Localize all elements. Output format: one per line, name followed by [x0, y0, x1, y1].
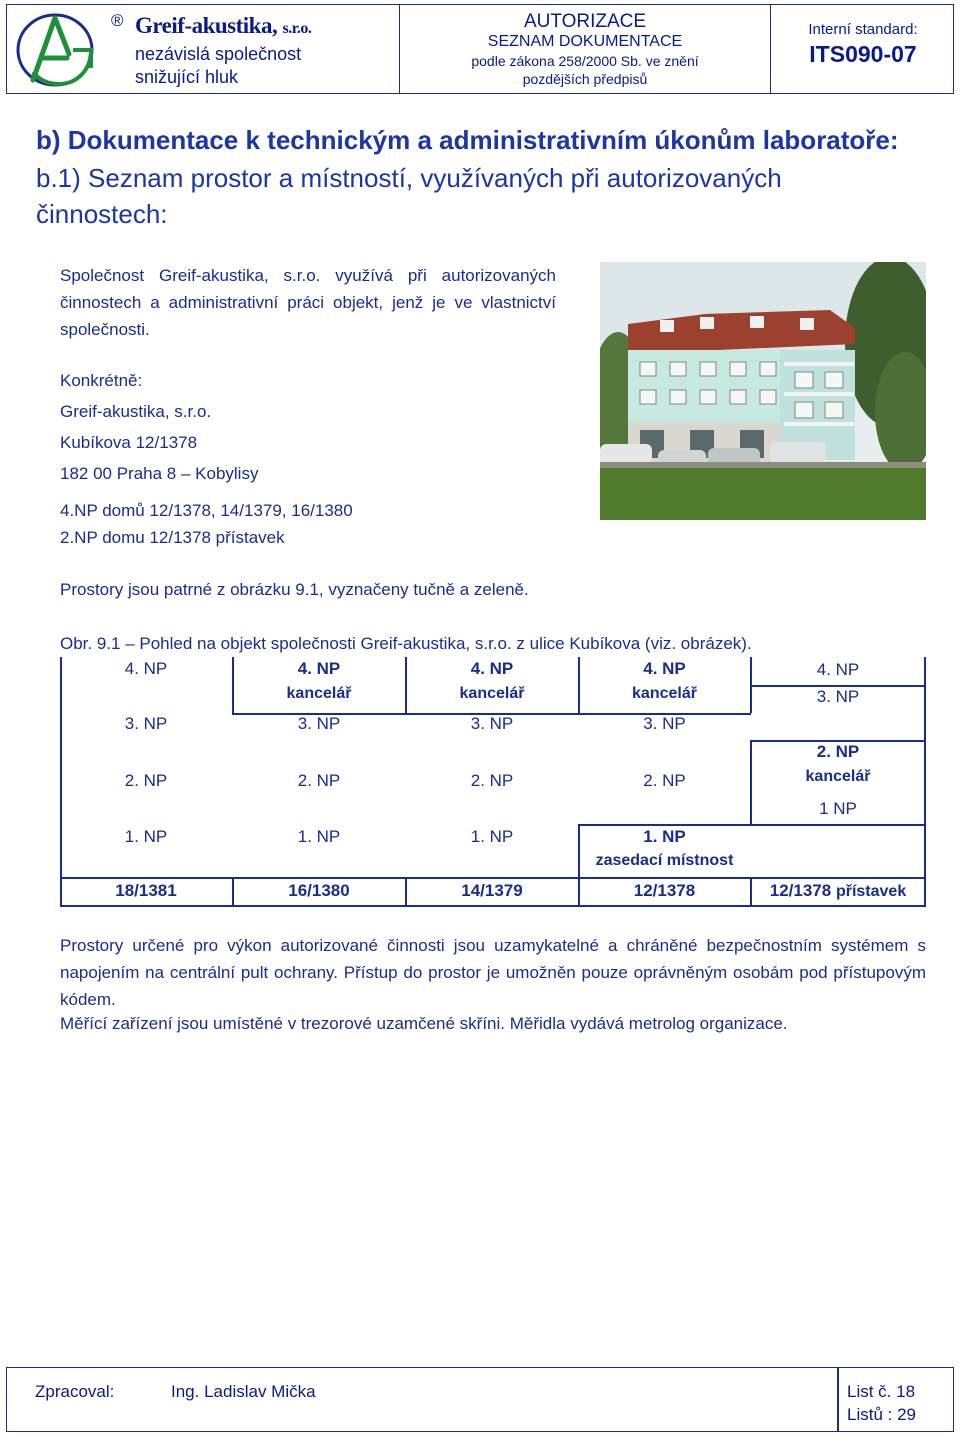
- table-col3-1np: 1. NP: [470, 827, 514, 846]
- table-col2-2np: 2. NP: [297, 771, 341, 790]
- address-city: 182 00 Praha 8 – Kobylisy: [60, 464, 259, 483]
- section-heading-b1: b.1) Seznam prostor a místností, využívaných při autorizovaných činnostech:: [36, 163, 782, 229]
- sheet-number: List č. 18: [847, 1382, 916, 1401]
- document-title: AUTORIZACE: [523, 11, 647, 32]
- table-col1-3np: 3. NP: [124, 714, 168, 733]
- address-company: Greif-akustika, s.r.o.: [60, 402, 212, 421]
- document-header: [6, 4, 954, 94]
- registered-trademark-icon: ®: [111, 11, 124, 30]
- table-col1-2np: 2. NP: [124, 771, 168, 790]
- table-col2-4np: 4. NP: [297, 659, 341, 678]
- footer-divider: [837, 1368, 839, 1431]
- document-subtitle: SEZNAM DOKUMENTACE: [487, 33, 683, 50]
- header-standard-cell: [771, 5, 955, 93]
- building-photo: [600, 262, 926, 520]
- table-col5-2np-sub: kancelář: [805, 768, 871, 785]
- table-col5-house: 12/1378 přístavek: [769, 881, 907, 900]
- table-col4-3np: 3. NP: [643, 714, 686, 733]
- table-col3-2np: 2. NP: [470, 771, 514, 790]
- floors-list: [60, 497, 353, 551]
- table-col3-house: 14/1379: [461, 881, 523, 900]
- table-col4-house: 12/1378: [633, 881, 696, 900]
- table-col1-house: 18/1381: [115, 881, 177, 900]
- section-heading-b: b) Dokumentace k technickým a administrativním úkonům laboratoře:: [36, 125, 899, 155]
- prepared-by: Ing. Ladislav Mička: [171, 1382, 316, 1401]
- table-col3-4np: 4. NP: [470, 659, 514, 678]
- company-logo: [11, 10, 99, 90]
- table-col4-4np-sub: kancelář: [632, 685, 697, 702]
- intro-paragraph: Společnost Greif-akustika, s.r.o. využívá při autorizovaných činnostech a administrativní práci objekt, jenž je ve vlastnictví společnosti.: [60, 266, 556, 339]
- document-footer: [6, 1367, 954, 1432]
- address-street: Kubíkova 12/1378: [60, 433, 198, 452]
- company-tagline-2: snižující hluk: [135, 67, 239, 87]
- address-block: [60, 367, 258, 487]
- company-tagline-1: nezávislá společnost: [135, 44, 302, 64]
- floors-line-1: 4.NP domů 12/1378, 14/1379, 16/1380: [60, 501, 353, 520]
- table-col4-2np: 2. NP: [643, 771, 686, 790]
- figure-caption: Obr. 9.1 – Pohled na objekt společnosti Greif-akustika, s.r.o. z ulice Kubíkova (viz. obrázek).: [60, 634, 752, 653]
- table-col5-1np: 1 NP: [819, 799, 857, 818]
- table-col1-4np: 4. NP: [124, 659, 168, 678]
- floors-line-2: 2.NP domu 12/1378 přístavek: [60, 528, 285, 547]
- standard-label: Interní standard:: [808, 21, 918, 38]
- table-col2-4np-sub: kancelář: [286, 685, 352, 702]
- prepared-label: Zpracoval:: [35, 1382, 115, 1401]
- sheets-total: Listů : 29: [847, 1405, 916, 1424]
- table-col2-house: 16/1380: [288, 881, 350, 900]
- equipment-paragraph: Měřící zařízení jsou umístěné v trezorové uzamčené skříni. Měřidla vydává metrolog organizace.: [60, 1014, 788, 1033]
- header-company-cell: [7, 5, 400, 93]
- marked-note: Prostory jsou patrné z obrázku 9.1, vyznačeny tučně a zeleně.: [60, 580, 529, 599]
- table-col2-1np: 1. NP: [297, 827, 341, 846]
- table-col3-3np: 3. NP: [470, 714, 514, 733]
- document-law-line-1: podle zákona 258/2000 Sb. ve znění: [471, 53, 699, 69]
- header-document-cell: [400, 5, 771, 93]
- table-col1-1np: 1. NP: [124, 827, 168, 846]
- concretely-label: Konkrétně:: [60, 371, 143, 390]
- table-col5-3np: 3. NP: [816, 687, 860, 706]
- standard-code: ITS090-07: [809, 41, 917, 67]
- table-col4-1np: 1. NP: [643, 827, 686, 846]
- table-col3-4np-sub: kancelář: [459, 685, 525, 702]
- floor-table: [60, 657, 926, 907]
- table-col2-3np: 3. NP: [297, 714, 341, 733]
- security-paragraph: Prostory určené pro výkon autorizované činnosti jsou uzamykatelné a chráněné bezpečnostním systémem s napojením na centrální pult ochrany. Přístup do prostor je umožněn pouze oprávněným osobám pod přístupovým kódem.: [60, 936, 926, 1009]
- table-col4-1np-sub: zasedací místnost: [595, 852, 734, 869]
- table-col5-4np: 4. NP: [816, 660, 860, 679]
- document-law-line-2: pozdějších předpisů: [522, 71, 648, 87]
- company-name: Greif-akustika, s.r.o.: [135, 13, 312, 38]
- table-col5-2np: 2. NP: [816, 742, 860, 761]
- table-col4-4np: 4. NP: [643, 659, 686, 678]
